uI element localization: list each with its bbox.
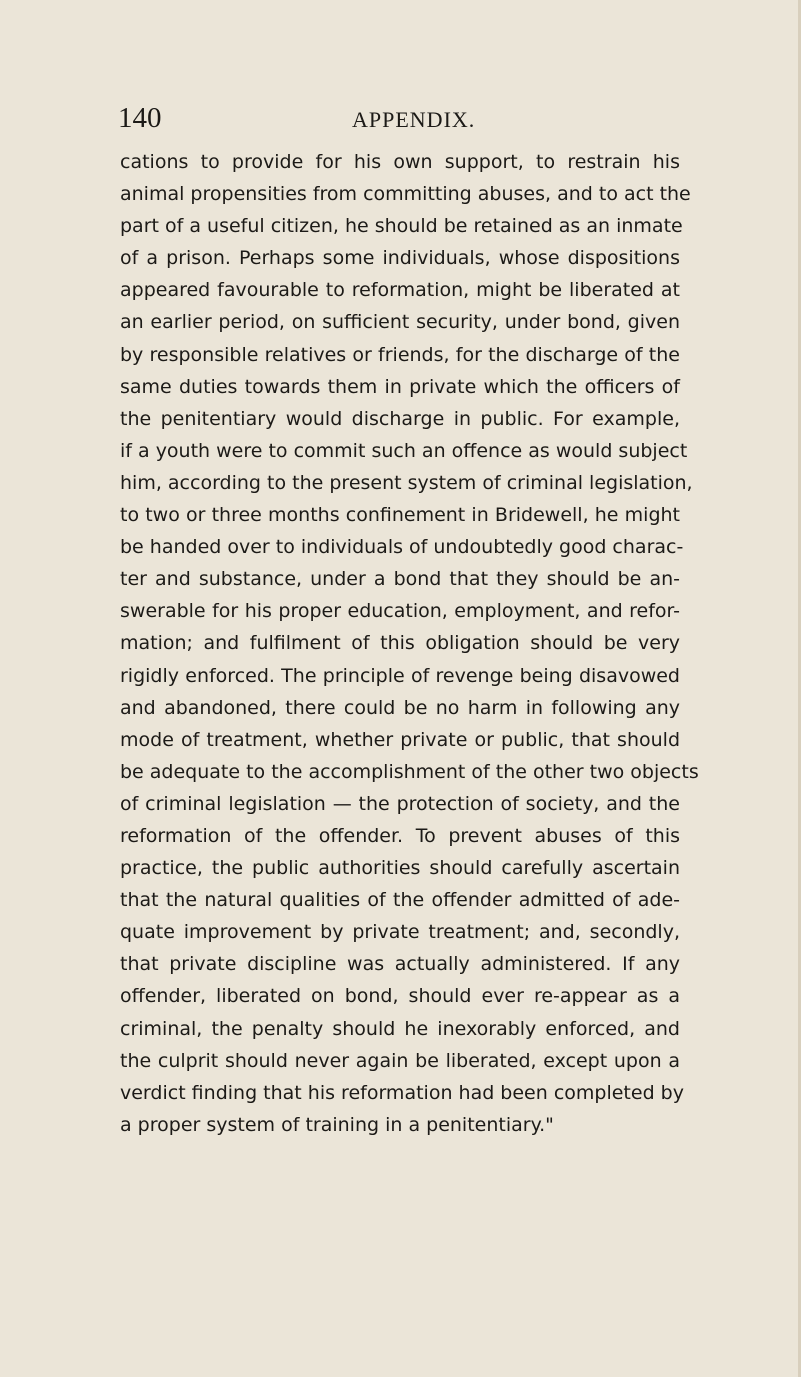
text-line: verdict finding that his reformation had been completed by (120, 1081, 684, 1104)
text-line: the culprit should never again be liberated, except upon a (120, 1049, 680, 1072)
text-line: ter and substance, under a bond that they should be an- (120, 568, 680, 591)
text-line: to two or three months confinement in Bridewell, he might (120, 504, 680, 527)
text-line: quate improvement by private treatment; and, secondly, (120, 921, 680, 944)
text-line: criminal, the penalty should he inexorably enforced, and (120, 1017, 680, 1040)
text-line: the penitentiary would discharge in public. For example, (120, 407, 680, 430)
text-line: mode of treatment, whether private or public, that should (120, 728, 680, 751)
text-line: animal propensities from committing abuses, and to act the (120, 183, 691, 206)
text-line: rigidly enforced. The principle of revenge being disavowed (120, 664, 680, 687)
running-head (118, 100, 678, 136)
text-line: if a youth were to commit such an offence as would subject (120, 439, 688, 462)
text-line-last: a proper system of training in a penitentiary." (120, 1113, 554, 1136)
text-line: same duties towards them in private which the officers of (120, 375, 680, 398)
text-line: practice, the public authorities should carefully ascertain (120, 857, 680, 880)
text-line: that private discipline was actually administered. If any (120, 953, 680, 976)
text-line: that the natural qualities of the offender admitted of ade- (120, 889, 680, 912)
text-line: be handed over to individuals of undoubtedly good charac- (120, 536, 684, 559)
text-line: be adequate to the accomplishment of the other two objects (120, 760, 699, 783)
body-paragraph (120, 146, 699, 1141)
text-line: appeared favourable to reformation, might be liberated at (120, 279, 680, 302)
text-line: offender, liberated on bond, should ever re-appear as a (120, 985, 680, 1008)
text-line: and abandoned, there could be no harm in following any (120, 696, 680, 719)
text-line: mation; and fulfilment of this obligation should be very (120, 632, 680, 655)
running-head-title: APPENDIX. (352, 107, 476, 132)
text-line: cations to provide for his own support, to restrain his (120, 151, 680, 173)
text-line: an earlier period, on sufficient security, under bond, given (120, 311, 680, 334)
text-line: swerable for his proper education, employment, and refor- (120, 600, 680, 623)
text-line: reformation of the offender. To prevent abuses of this (120, 824, 680, 847)
text-line: of a prison. Perhaps some individuals, whose dispositions (120, 247, 680, 270)
text-line: part of a useful citizen, he should be retained as an inmate (120, 215, 683, 238)
text-line: by responsible relatives or friends, for the discharge of the (120, 343, 680, 366)
page-number: 140 (118, 102, 162, 134)
text-line: of criminal legislation — the protection of society, and the (120, 792, 680, 815)
text-line: him, according to the present system of criminal legislation, (120, 471, 693, 494)
